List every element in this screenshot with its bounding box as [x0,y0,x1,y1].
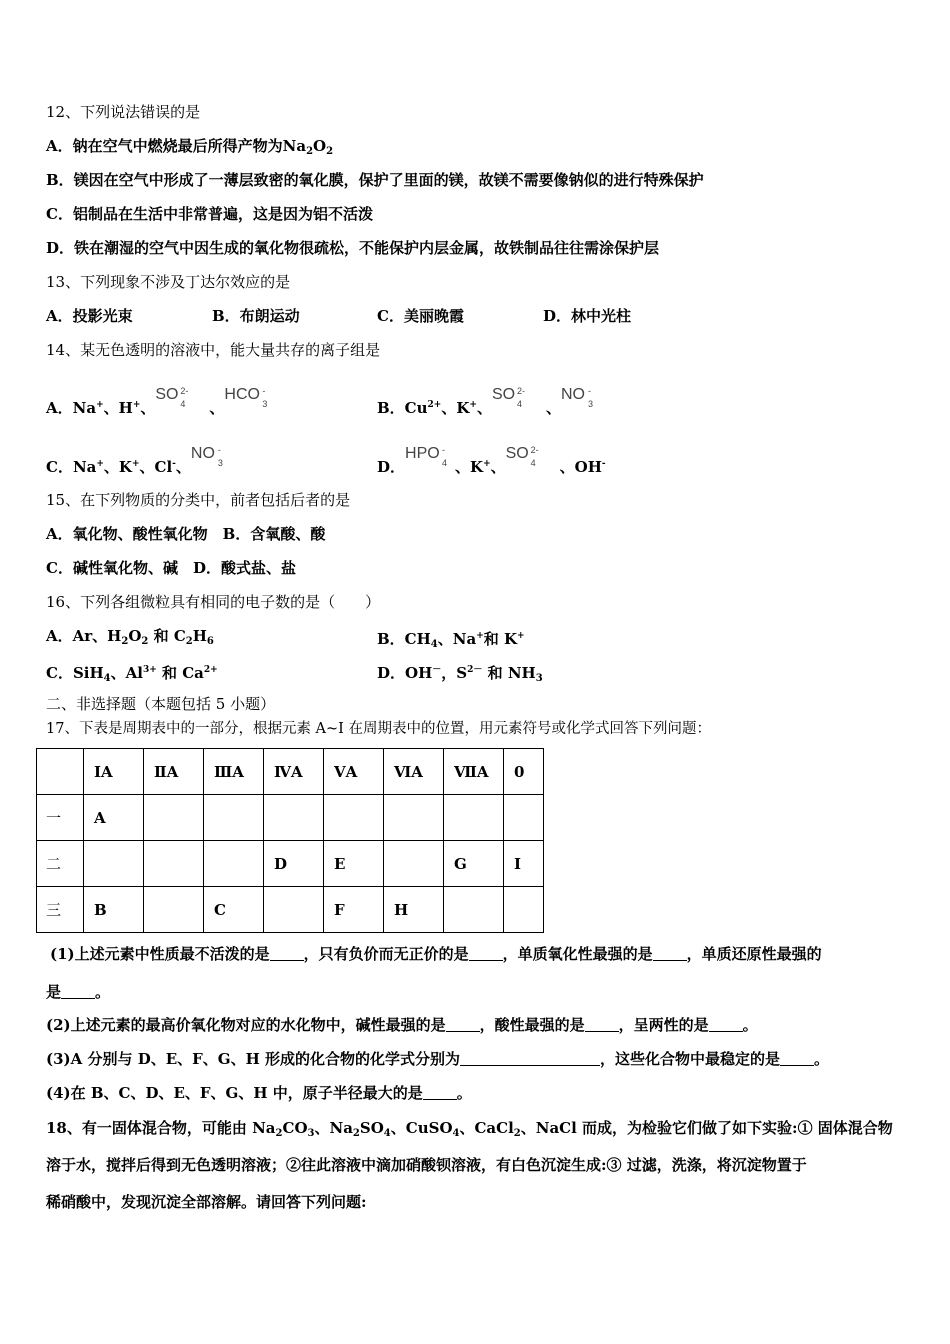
q15-options-ab: A．氧化物、酸性氧化物 B．含氧酸、酸 [46,525,326,543]
answer-blank[interactable] [446,1017,480,1032]
answer-blank[interactable] [423,1085,457,1100]
answer-blank[interactable] [585,1017,619,1032]
element-cell [324,795,384,841]
q12-option-d: D．铁在潮湿的空气中因生成的氧化物很疏松，不能保护内层金属，故铁制品往往需涂保护层 [46,239,660,257]
element-cell [144,887,204,933]
answer-blank[interactable] [709,1017,743,1032]
q15-stem: 15、在下列物质的分类中，前者包括后者的是 [46,491,351,509]
q14-stem: 14、某无色透明的溶液中，能大量共存的离子组是 [46,341,381,359]
q14-option-c: C．Na+、K+、Cl-、 NO - 3 [46,444,231,477]
period-label: 一 [37,795,84,841]
element-cell [204,795,264,841]
element-cell [84,841,144,887]
sulfate-ion: SO 2- 4 [155,386,189,409]
answer-blank[interactable] [469,946,503,961]
group-header: ⅤA [324,749,384,795]
section-heading: 二、非选择题（本题包括 5 小题） [46,695,276,713]
q14-option-d: D． HPO - 4 、K+、 SO 2- 4 、OH- [377,445,606,476]
element-cell: C [204,887,264,933]
group-header: ⅦA [444,749,504,795]
answer-blank[interactable] [780,1051,814,1066]
sulfate-ion: SO 2- 4 [491,386,525,409]
q12-option-c: C．铝制品在生活中非常普遍，这是因为铝不活泼 [46,205,373,223]
sulfate-ion: SO 2- 4 [505,445,539,468]
q16-option-d: D．OH－，$S^{2-}$ 和 $NH_3$ [377,664,543,684]
q13-option-a: A．投影光束 [46,307,133,325]
element-cell [504,795,544,841]
q17-stem: 17、下表是周期表中的一部分，根据元素 A~I 在周期表中的位置，用元素符号或化学式回答下列问题： [46,721,712,737]
group-header: ⅢA [204,749,264,795]
group-header: ⅣA [264,749,324,795]
q13-stem: 13、下列现象不涉及丁达尔效应的是 [46,273,291,291]
q16-option-b: B．$CH_4$、Na+和 K+ [377,630,525,650]
answer-blank[interactable] [61,984,95,999]
period-label: 三 [37,887,84,933]
q13-option-d: D．林中光柱 [543,307,632,325]
q15-options-cd: C．碱性氧化物、碱 D．酸式盐、盐 [46,559,296,577]
answer-blank[interactable] [460,1051,600,1066]
table-row [37,887,544,933]
element-cell: A [84,795,144,841]
group-header: ⅠA [84,749,144,795]
element-cell: I [504,841,544,887]
q12-stem: 12、下列说法错误的是 [46,103,201,121]
element-cell: G [444,841,504,887]
q18-line-2: 溶于水，搅拌后得到无色透明溶液；②往此溶液中滴加硝酸钡溶液，有白色沉淀生成:③ 过滤，洗涤，将沉淀物置于 [46,1156,807,1174]
q16-stem: 16、下列各组微粒具有相同的电子数的是（ ） [46,593,381,611]
q12-option-a: A．钠在空气中燃烧最后所得产物为$Na_2O_2$ [46,137,334,157]
bicarbonate-ion: HCO - 3 [224,386,268,409]
element-cell: H [384,887,444,933]
table-header-row [37,749,544,795]
periodic-table [36,748,544,933]
q17-part-4: (4)在 B、C、D、E、F、G、H 中，原子半径最大的是 。 [46,1084,472,1102]
group-header: ⅥA [384,749,444,795]
hydrogen-phosphate-ion: HPO - 4 [405,445,448,468]
group-header: 0 [504,749,544,795]
element-cell [384,841,444,887]
element-cell: B [84,887,144,933]
q13-option-c: C．美丽晚霞 [377,307,464,325]
q16-option-c: C．SiH$_4$、$Al^{3+}$ 和 $Ca^{2+}$ [46,664,218,684]
element-cell [204,841,264,887]
q17-part-3: (3)A 分别与 D、E、F、G、H 形成的化合物的化学式分别为 ，这些化合物中最稳定的是 。 [46,1050,830,1068]
nitrate-ion: NO - 3 [190,445,223,468]
q14-option-a: A．Na+、H+、 SO 2- 4 、 HCO - 3 [46,385,276,418]
q12-option-b: B．镁因在空气中形成了一薄层致密的氧化膜，保护了里面的镁，故镁不需要像钠似的进行特殊保护 [46,171,704,189]
element-cell [504,887,544,933]
element-cell [144,795,204,841]
q13-option-b: B．布朗运动 [212,307,300,325]
answer-blank[interactable] [653,946,687,961]
q16-option-a: A．Ar、$H_2O_2$ 和 $C_2H_6$ [46,627,214,647]
element-cell [144,841,204,887]
element-cell: D [264,841,324,887]
q17-part-1-cont: 是 。 [46,983,111,1001]
q17-part-2: (2)上述元素的最高价氧化物对应的水化物中，碱性最强的是 ，酸性最强的是 ，呈两性的是 。 [46,1016,758,1034]
element-cell [264,795,324,841]
q14-option-b: B．$Cu^{2+}$、K+、 SO 2- 4 、 NO - 3 [377,385,601,418]
element-cell [444,795,504,841]
group-header: ⅡA [144,749,204,795]
element-cell [444,887,504,933]
element-cell: F [324,887,384,933]
table-row [37,841,544,887]
q18-line-1: 18、有一固体混合物，可能由 $Na_2CO_3$、$Na_2SO_4$、CuSO$_4$、CaCl$_2$、NaCl 而成，为检验它们做了如下实验:① 固体混合物 [46,1119,893,1139]
table-row [37,795,544,841]
period-label: 二 [37,841,84,887]
q17-part-1: (1)上述元素中性质最不活泼的是 ，只有负价而无正价的是 ，单质氧化性最强的是 ，单质还原性最强的 [50,945,822,963]
nitrate-ion: NO - 3 [560,386,593,409]
element-cell: E [324,841,384,887]
q13-options [46,306,746,326]
q18-line-3: 稀硝酸中，发现沉淀全部溶解。请回答下列问题: [46,1193,367,1211]
element-cell [264,887,324,933]
answer-blank[interactable] [270,946,304,961]
table-corner-cell [37,749,84,795]
element-cell [384,795,444,841]
